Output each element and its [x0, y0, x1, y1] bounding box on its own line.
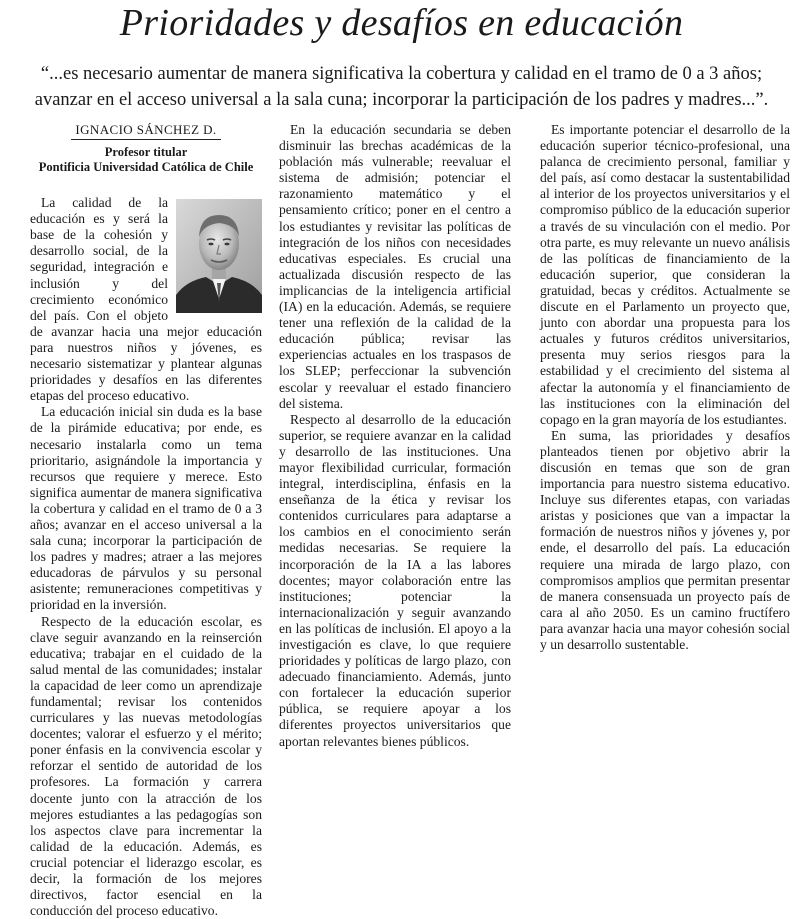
author-institution: Pontificia Universidad Católica de Chile	[38, 160, 254, 175]
paragraph-6: Es importante potenciar el desarrollo de la educación superior técnico-profesional, una palanca de crecimiento personal, familiar y del país, así como destacar la sustentabilidad al interior de los proyectos universitarios y el compromiso público de la educación superior a través de su vinculación con el medio. Por otra parte, es muy relevante un nuevo análisis de las políticas de financiamiento de la educación superior, que consideran la gratuidad, becas y créditos. Actualmente se discute en el Parlamento un proyecto que, junto con abordar una propuesta para los actuales y futuros créditos universitarios, presenta muy serios riesgos para la estabilidad y el crecimiento del sistema al afectar la autonomía y el financiamiento de las instituciones con la eliminación del copago en la gran mayoría de los estudiantes.	[540, 122, 790, 427]
author-role: Profesor titular	[104, 145, 188, 160]
article-title: Prioridades y desafíos en educación	[119, 2, 684, 44]
column-1	[30, 120, 262, 919]
column-2	[279, 122, 511, 749]
paragraph-2: La educación inicial sin duda es la base de la pirámide educativa; por ende, es necesario instalarla como un tema prioritario, asignándole la importancia y recursos que requiere y merece. Esto significa aumentar de manera significativa la cobertura y calidad en el tramo de 0 a 3 años; avanzar en el acceso universal a la sala cuna; incorporar la participación de los padres y madres; atraer a las mejores educadoras de párvulos y su personal asistente; remuneraciones competitivas y prioridad en la inversión.	[30, 404, 262, 613]
author-portrait	[176, 199, 262, 313]
paragraph-3: Respecto de la educación escolar, es clave seguir avanzando en la reinserción educativa; trabajar en el cuidado de la salud mental de las comunidades; instalar la capacidad de leer como un aprendizaje fundamental; revisar los contenidos curriculares y las nuevas metodologías docentes; valorar el esfuerzo y el mérito; poner énfasis en la convivencia escolar y reforzar el sentido de autoridad de los profesores. La formación y carrera docente junto con la atracción de los mejores estudiantes a las pedagogías son los aspectos clave para incrementar la calidad de la educación. Además, es crucial potenciar el liderazgo escolar, es decir, la formación de los mejores directivos, factor esencial en la conducción del proceso educativo.	[30, 613, 262, 919]
author-name: IGNACIO SÁNCHEZ D.	[71, 122, 220, 140]
paragraph-4: En la educación secundaria se deben disminuir las brechas académicas de la población más vulnerable; reevaluar el sistema de admisión; potenciar el razonamiento matemático y el pensamiento crítico; poner en el centro a los estudiantes y revisitar las políticas de integración de los niños con necesidades educativas especiales. Es crucial una actualizada discusión respecto de las implicancias de la inteligencia artificial (IA) en la educación. Además, se requiere tener una reflexión de la calidad de la educación pública; revisar las experiencias actuales en los traspasos de los SLEP; perfeccionar la subvención escolar y reevaluar el estado financiero del sistema.	[279, 122, 511, 411]
byline	[30, 122, 262, 195]
portrait-illustration	[176, 199, 262, 313]
paragraph-1: La calidad de la educación es y será la base de la cohesión y desarrollo social, de la seguridad, integración e inclusión y del crecimiento económico del país. Con el objeto de avanzar hacia una mejor educación para nuestros niños y jóvenes, es necesario sistematizar y plantear algunas prioridades y desafíos en las diferentes etapas del proceso educativo.	[30, 195, 262, 404]
paragraph-5: Respecto al desarrollo de la educación superior, se requiere avanzar en la calidad y desarrollo de las instituciones. Una mayor flexibilidad curricular, formación integral, interdisciplina, énfasis en la enseñanza de la ética y revisar los contenidos curriculares para adaptarse a los cambios en el conocimiento serán medidas necesarias. Se requiere la incorporación de la IA a las labores docentes; mayor colaboración entre las instituciones; potenciar la internacionalización y seguir avanzando en las políticas de inclusión. El apoyo a la investigación es clave, lo que requiere prioridades y políticas de largo plazo, con adecuado financiamiento. Además, junto con fortalecer la educación superior pública, se requiere apoyar a los diferentes proyectos universitarios que aportan relevantes bienes públicos.	[279, 411, 511, 749]
column-3	[540, 122, 790, 710]
paragraph-7: En suma, las prioridades y desafíos planteados tienen por objetivo abrir la discusión en temas que son de gran importancia para nuestro sistema educativo. Incluye sus diferentes etapas, con variadas aristas y posiciones que van a impactar la formación de nuestros niños y jóvenes y, por ende, el desarrollo del país. La educación requiere una mirada de largo plazo, con compromisos amplios que permitan presentar de manera consensuada un proyecto país de cara al año 2050. Es un camino fructífero para avanzar hacia una mayor cohesión social y un desarrollo sustentable.	[540, 427, 790, 652]
pull-quote: “...es necesario aumentar de manera significativa la cobertura y calidad en el tramo de 0 a 3 años; avanzar en el acceso universal a la sala cuna; incorporar la participación de los padres y madres...”.	[34, 64, 769, 110]
